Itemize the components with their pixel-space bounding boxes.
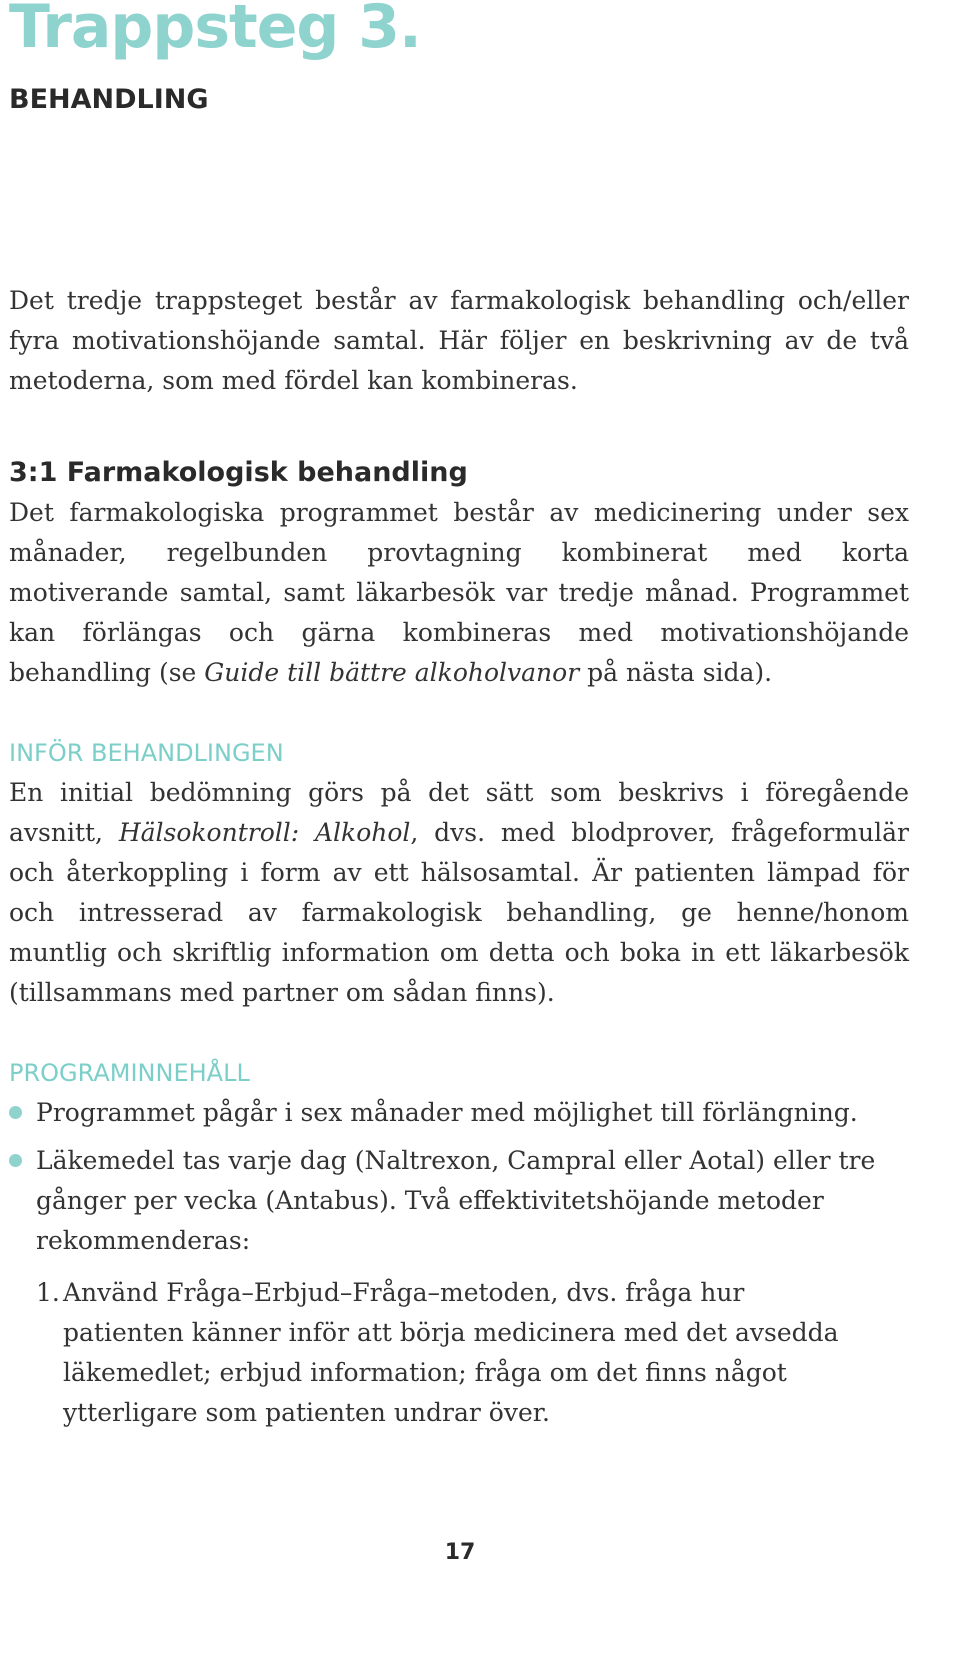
section-farmakologisk xyxy=(9,453,909,693)
bullet-dot-icon xyxy=(9,1154,22,1167)
bullet-dot-icon xyxy=(9,1106,22,1119)
infor-text-start: En initial bedömning görs på det sätt som beskrivs i föregående avsnitt, xyxy=(9,778,909,847)
guide-reference: Guide till bättre alkoholvanor xyxy=(204,658,580,687)
section-programinnehall xyxy=(9,1053,909,1433)
section-3-1-paragraph xyxy=(9,493,909,693)
section-heading-program: PROGRAMINNEHÅLL xyxy=(9,1059,250,1087)
section-3-1-text-start: Det farmakologiska programmet består av medicinering under sex månader, regelbunden provtagning kombinerat med korta motiverande samtal, samt läkarbesök var tredje månad. Programmet kan förlängas och gärna kombineras med motivationshöjande behandling (se xyxy=(9,498,909,687)
list-item: Läkemedel tas varje dag (Naltrexon, Campral eller Aotal) eller tre gånger per vecka (Antabus). Två effektivitetshöjande metoder rekommenderas: xyxy=(9,1141,909,1261)
numbered-list-item xyxy=(9,1273,853,1433)
infor-text-end: , dvs. med blodprover, frågeformulär och återkoppling i form av ett hälsosamtal. Är patienten lämpad för och intresserad av farmakologisk behandling, ge henne/honom muntlig och skriftlig information om detta och boka in ett läkarbesök (tillsammans med partner om sådan finns). xyxy=(9,818,909,1007)
list-number: 1. xyxy=(36,1278,60,1307)
section-heading-infor: INFÖR BEHANDLINGEN xyxy=(9,739,284,767)
section-3-1-text-end: på nästa sida). xyxy=(579,658,773,687)
infor-paragraph xyxy=(9,773,909,1013)
section-heading-3-1: 3:1 Farmakologisk behandling xyxy=(9,457,468,488)
section-infor-behandlingen xyxy=(9,733,909,1013)
page-title: Trappsteg 3. xyxy=(9,0,421,62)
page-number: 17 xyxy=(444,1540,476,1565)
intro-paragraph: Det tredje trappsteget består av farmakologisk behandling och/eller fyra motivationshöjande samtal. Här följer en beskrivning av de två metoderna, som med fördel kan kombineras. xyxy=(9,286,909,395)
intro-section xyxy=(9,281,909,401)
halsokontroll-reference: Hälsokontroll: Alkohol xyxy=(118,818,411,847)
page-subtitle: BEHANDLING xyxy=(9,84,209,115)
program-numbered-list xyxy=(9,1273,909,1433)
program-bullet-list xyxy=(9,1093,909,1261)
list-item-text: Använd Fråga–Erbjud–Fråga–metoden, dvs. fråga hur patienten känner inför att börja medicinera med det avsedda läkemedlet; erbjud information; fråga om det finns något ytterligare som patienten undrar över. xyxy=(63,1278,839,1427)
list-item: Programmet pågår i sex månader med möjlighet till förlängning. xyxy=(9,1093,909,1133)
